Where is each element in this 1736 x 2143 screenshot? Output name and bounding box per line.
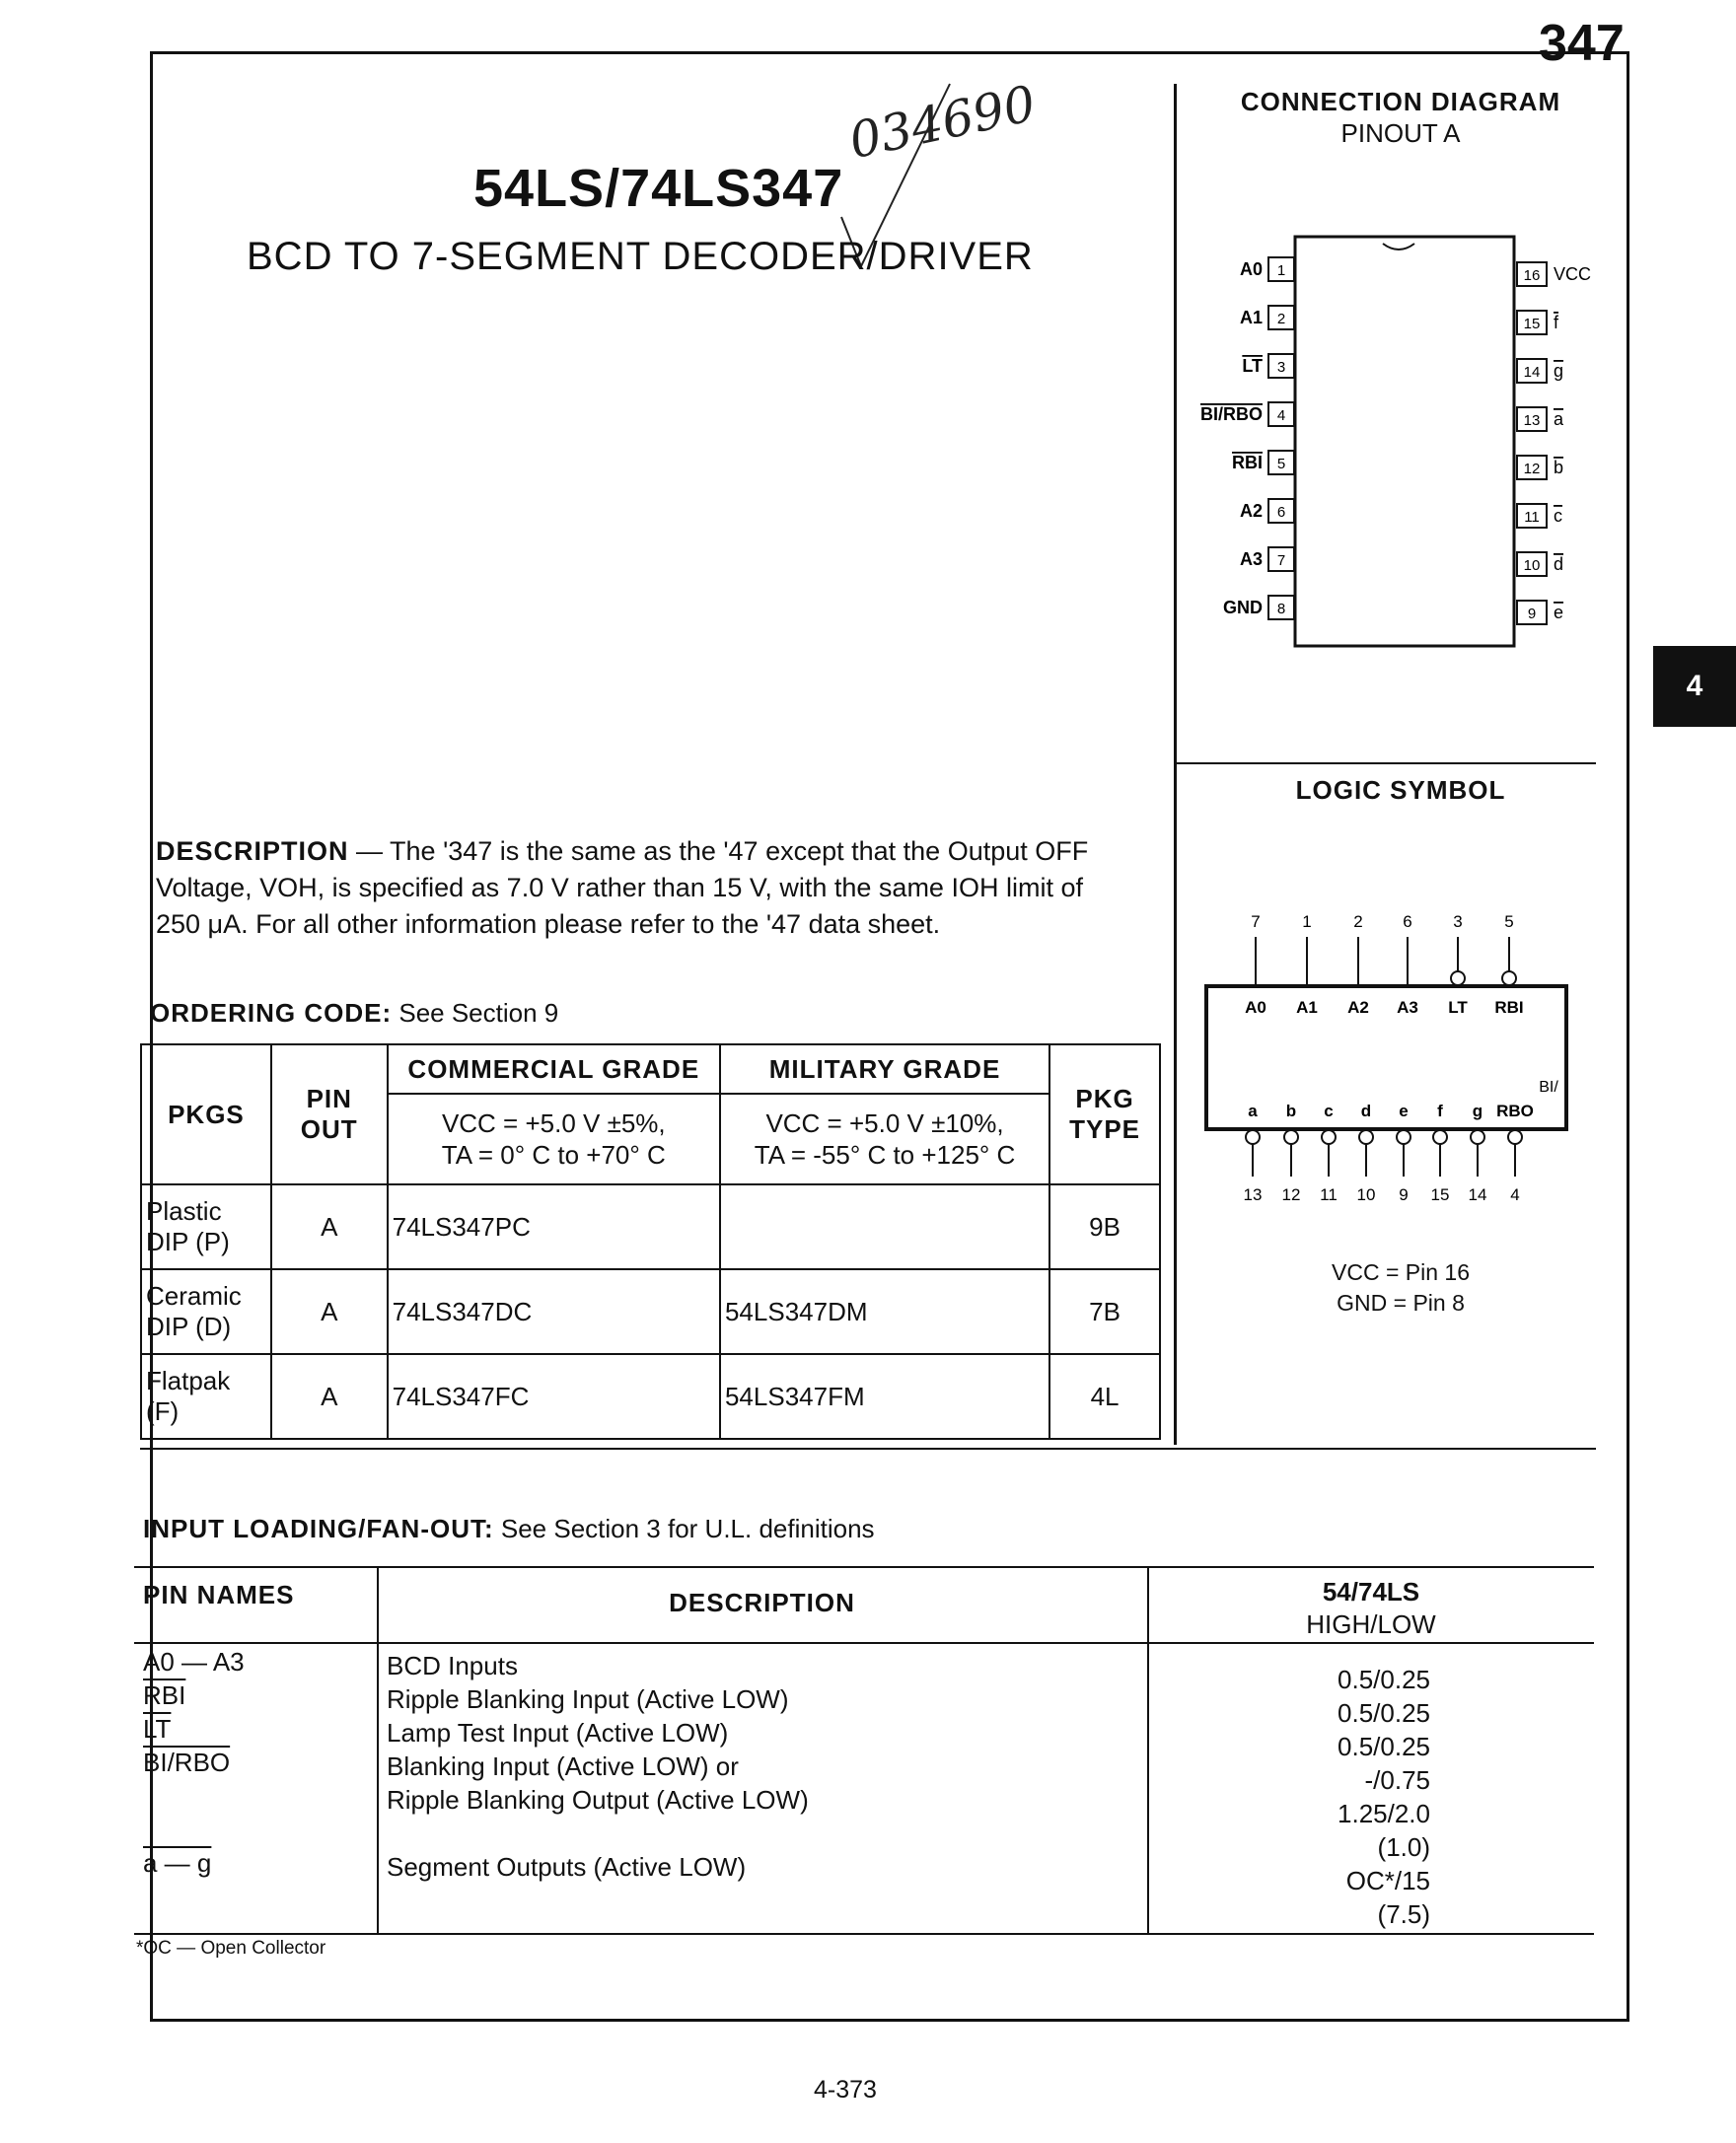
- inversion-bubble: [1502, 971, 1516, 985]
- header-military: MILITARY GRADE: [720, 1044, 1049, 1094]
- pin-label: A1: [1239, 308, 1263, 327]
- ordering-code-heading: [150, 998, 558, 1029]
- pin-names-column: [143, 1645, 245, 1880]
- output-pin-number: 11: [1320, 1185, 1338, 1204]
- loading-col-rule-1: [377, 1568, 379, 1933]
- load-value: -/0.75: [1364, 1765, 1430, 1795]
- commercial-cond-2: TA = 0° C to +70° C: [441, 1140, 666, 1170]
- pin-spacer: [143, 1779, 245, 1846]
- inversion-bubble: [1508, 1130, 1522, 1144]
- military-cond-2: TA = -55° C to +125° C: [754, 1140, 1016, 1170]
- load-value: 0.5/0.25: [1338, 1698, 1430, 1728]
- description-text: — The '347 is the same as the '47 except that the Output OFF Voltage, VOH, is specified as 7.0 V rather than 15 V, with the same IOH limit of 250 μA. For all other information please refer to the '47 data sheet.: [156, 836, 1089, 939]
- military-conditions: [720, 1094, 1049, 1184]
- pin-label: d: [1554, 554, 1564, 574]
- pin-label: VCC: [1554, 264, 1592, 284]
- header-commercial: COMMERCIAL GRADE: [388, 1044, 720, 1094]
- commercial-cell: 74LS347DC: [388, 1269, 720, 1354]
- pkg-cell: Plastic DIP (P): [141, 1184, 271, 1269]
- pin-label: A2: [1239, 501, 1263, 521]
- power-pins-note: [1233, 1257, 1568, 1319]
- ordering-code-note: See Section 9: [392, 998, 559, 1028]
- input-loading-note: See Section 3 for U.L. definitions: [493, 1514, 875, 1543]
- input-pin-number: 3: [1453, 912, 1463, 931]
- pin-label: e: [1554, 603, 1564, 622]
- ic-package: [1295, 237, 1514, 646]
- pin-description: Lamp Test Input (Active LOW): [387, 1718, 729, 1748]
- output-label: c: [1324, 1102, 1334, 1120]
- pin-cell: A: [271, 1184, 388, 1269]
- pin-name: BI/RBO: [143, 1748, 231, 1777]
- inversion-bubble: [1451, 971, 1465, 985]
- military-cell: [720, 1184, 1049, 1269]
- input-loading-heading: [143, 1514, 875, 1544]
- inversion-bubble: [1246, 1130, 1260, 1144]
- pin-number: 8: [1276, 601, 1286, 617]
- type-cell: 7B: [1049, 1269, 1160, 1354]
- pin-name: a — g: [143, 1848, 212, 1878]
- inversion-bubble: [1433, 1130, 1447, 1144]
- input-label: A3: [1397, 998, 1418, 1017]
- pin-description: Segment Outputs (Active LOW): [387, 1852, 747, 1882]
- pin-number: 7: [1276, 552, 1286, 569]
- pin-name: $\overline{LT}$: [143, 1714, 172, 1744]
- pin-description: Ripple Blanking Input (Active LOW): [387, 1684, 789, 1714]
- pin-description: BCD Inputs: [387, 1651, 518, 1680]
- input-pin-number: 7: [1251, 912, 1261, 931]
- connection-diagram: [1174, 222, 1628, 656]
- pin-number: 2: [1276, 311, 1286, 327]
- page-footer: 4-373: [814, 2076, 877, 2104]
- pin-number: 3: [1276, 359, 1286, 376]
- output-pin-number: 13: [1243, 1185, 1263, 1204]
- page-number: 347: [1539, 15, 1625, 72]
- pin-label: c: [1554, 506, 1562, 526]
- vcc-pin-note: VCC = Pin 16: [1332, 1259, 1470, 1285]
- pin-cell: A: [271, 1354, 388, 1439]
- output-label: e: [1399, 1102, 1409, 1120]
- pin-label: a: [1554, 409, 1564, 429]
- description-label: DESCRIPTION: [156, 836, 349, 866]
- pin-number: 1: [1276, 262, 1286, 279]
- section-divider: [140, 1448, 1596, 1450]
- output-label: g: [1472, 1102, 1483, 1120]
- loading-top-rule: [134, 1566, 1594, 1568]
- pin-label: b: [1554, 458, 1564, 477]
- load-value: 0.5/0.25: [1338, 1665, 1430, 1694]
- inversion-bubble: [1471, 1130, 1484, 1144]
- output-label: a: [1248, 1102, 1258, 1120]
- logic-symbol: [1198, 902, 1593, 1218]
- load-value: (7.5): [1377, 1899, 1430, 1929]
- output-label: f: [1437, 1102, 1443, 1120]
- military-cell: 54LS347DM: [720, 1269, 1049, 1354]
- output-pin-number: 12: [1281, 1185, 1301, 1204]
- connection-diagram-heading: [1174, 86, 1628, 149]
- connection-diagram-title: CONNECTION DIAGRAM: [1240, 87, 1561, 116]
- ordering-table: [140, 1043, 1161, 1440]
- type-cell: 4L: [1049, 1354, 1160, 1439]
- page-subtitle: BCD TO 7-SEGMENT DECODER/DRIVER: [247, 235, 1034, 278]
- connection-diagram-subtitle: PINOUT A: [1340, 118, 1461, 148]
- pin-number: 15: [1523, 316, 1541, 332]
- logic-symbol-title: LOGIC SYMBOL: [1295, 775, 1506, 805]
- values-column: [1272, 1663, 1430, 1931]
- header-pin-names: PIN NAMES: [143, 1580, 295, 1609]
- military-cell: 54LS347FM: [720, 1354, 1049, 1439]
- description-spacer: [387, 1817, 809, 1850]
- pin-label: f: [1554, 313, 1559, 332]
- loading-bottom-rule: [134, 1933, 1594, 1935]
- pin-number: 9: [1527, 606, 1537, 622]
- inversion-bubble: [1322, 1130, 1336, 1144]
- page-title: 54LS/74LS347: [473, 159, 844, 218]
- pkg-cell: Flatpak (F): [141, 1354, 271, 1439]
- section-tab: 4: [1653, 646, 1736, 727]
- pin-label: GND: [1223, 598, 1263, 617]
- right-section-divider: [1176, 762, 1596, 764]
- output-label: RBO: [1496, 1102, 1534, 1120]
- pin-label: A0: [1239, 259, 1263, 279]
- handwritten-note: 034690: [844, 74, 1041, 171]
- header-pin-out: PIN OUT: [271, 1044, 388, 1184]
- pin-name: A0 — A3: [143, 1647, 245, 1677]
- pin-cell: A: [271, 1269, 388, 1354]
- table-row: [141, 1269, 1160, 1354]
- output-label: b: [1285, 1102, 1297, 1120]
- table-row: [141, 1354, 1160, 1439]
- family-label: 54/74LS: [1322, 1577, 1420, 1607]
- bi-label: BI/: [1539, 1079, 1558, 1096]
- header-description: DESCRIPTION: [669, 1588, 855, 1617]
- commercial-cond-1: VCC = +5.0 V ±5%,: [441, 1108, 666, 1138]
- commercial-conditions: [388, 1094, 720, 1184]
- loading-header-rule: [134, 1642, 1594, 1644]
- load-value: 0.5/0.25: [1338, 1732, 1430, 1761]
- pin-label: BI/RBO: [1200, 404, 1263, 424]
- input-pin-number: 2: [1353, 912, 1363, 931]
- commercial-cell: 74LS347FC: [388, 1354, 720, 1439]
- input-label: LT: [1448, 998, 1468, 1017]
- load-value: (1.0): [1377, 1832, 1430, 1862]
- pin-number: 5: [1276, 456, 1286, 472]
- input-pin-number: 6: [1403, 912, 1412, 931]
- type-cell: 9B: [1049, 1184, 1160, 1269]
- table-row: [141, 1184, 1160, 1269]
- pin-number: 6: [1276, 504, 1286, 521]
- output-pin-number: 4: [1510, 1185, 1520, 1204]
- input-pin-number: 5: [1504, 912, 1514, 931]
- inversion-bubble: [1359, 1130, 1373, 1144]
- pin-description: Ripple Blanking Output (Active LOW): [387, 1785, 809, 1815]
- highlow-label: HIGH/LOW: [1306, 1609, 1436, 1639]
- pin-number: 14: [1523, 364, 1541, 381]
- ordering-code-label: ORDERING CODE:: [150, 998, 393, 1028]
- header-pkgs: PKGS: [141, 1044, 271, 1184]
- descriptions-column: [387, 1649, 809, 1884]
- gnd-pin-note: GND = Pin 8: [1337, 1290, 1465, 1316]
- pin-label: A3: [1239, 549, 1263, 569]
- pin-description: Blanking Input (Active LOW) or: [387, 1751, 739, 1781]
- output-pin-number: 14: [1468, 1185, 1487, 1204]
- ic-notch: [1383, 244, 1414, 250]
- pin-name: $\overline{RBI}$: [143, 1680, 186, 1710]
- load-value: 1.25/2.0: [1338, 1799, 1430, 1828]
- input-label: A2: [1347, 998, 1369, 1017]
- input-label: RBI: [1494, 998, 1524, 1017]
- pkg-cell: Ceramic DIP (D): [141, 1269, 271, 1354]
- output-pin-number: 10: [1356, 1185, 1376, 1204]
- pin-number: 4: [1276, 407, 1286, 424]
- pin-label: LT: [1242, 356, 1263, 376]
- pin-number: 11: [1524, 509, 1540, 526]
- output-pin-number: 15: [1430, 1185, 1450, 1204]
- input-loading-label: INPUT LOADING/FAN-OUT:: [143, 1514, 494, 1543]
- header-family: [1149, 1576, 1593, 1641]
- inversion-bubble: [1284, 1130, 1298, 1144]
- inversion-bubble: [1397, 1130, 1410, 1144]
- load-value: OC*/15: [1345, 1866, 1430, 1895]
- pin-number: 13: [1523, 412, 1541, 429]
- pin-number: 10: [1523, 557, 1541, 574]
- pin-number: 16: [1523, 267, 1541, 284]
- commercial-cell: 74LS347PC: [388, 1184, 720, 1269]
- description: [156, 833, 1132, 943]
- output-label: d: [1360, 1102, 1372, 1120]
- header-pkg-type: PKG TYPE: [1049, 1044, 1160, 1184]
- input-label: A1: [1296, 998, 1318, 1017]
- input-label: A0: [1245, 998, 1266, 1017]
- military-cond-1: VCC = +5.0 V ±10%,: [765, 1108, 1004, 1138]
- input-pin-number: 1: [1302, 912, 1312, 931]
- footnote: *OC — Open Collector: [136, 1938, 326, 1959]
- pin-label: g: [1554, 361, 1564, 381]
- pin-number: 12: [1523, 461, 1541, 477]
- pin-label: RBI: [1232, 453, 1263, 472]
- output-pin-number: 9: [1399, 1185, 1409, 1204]
